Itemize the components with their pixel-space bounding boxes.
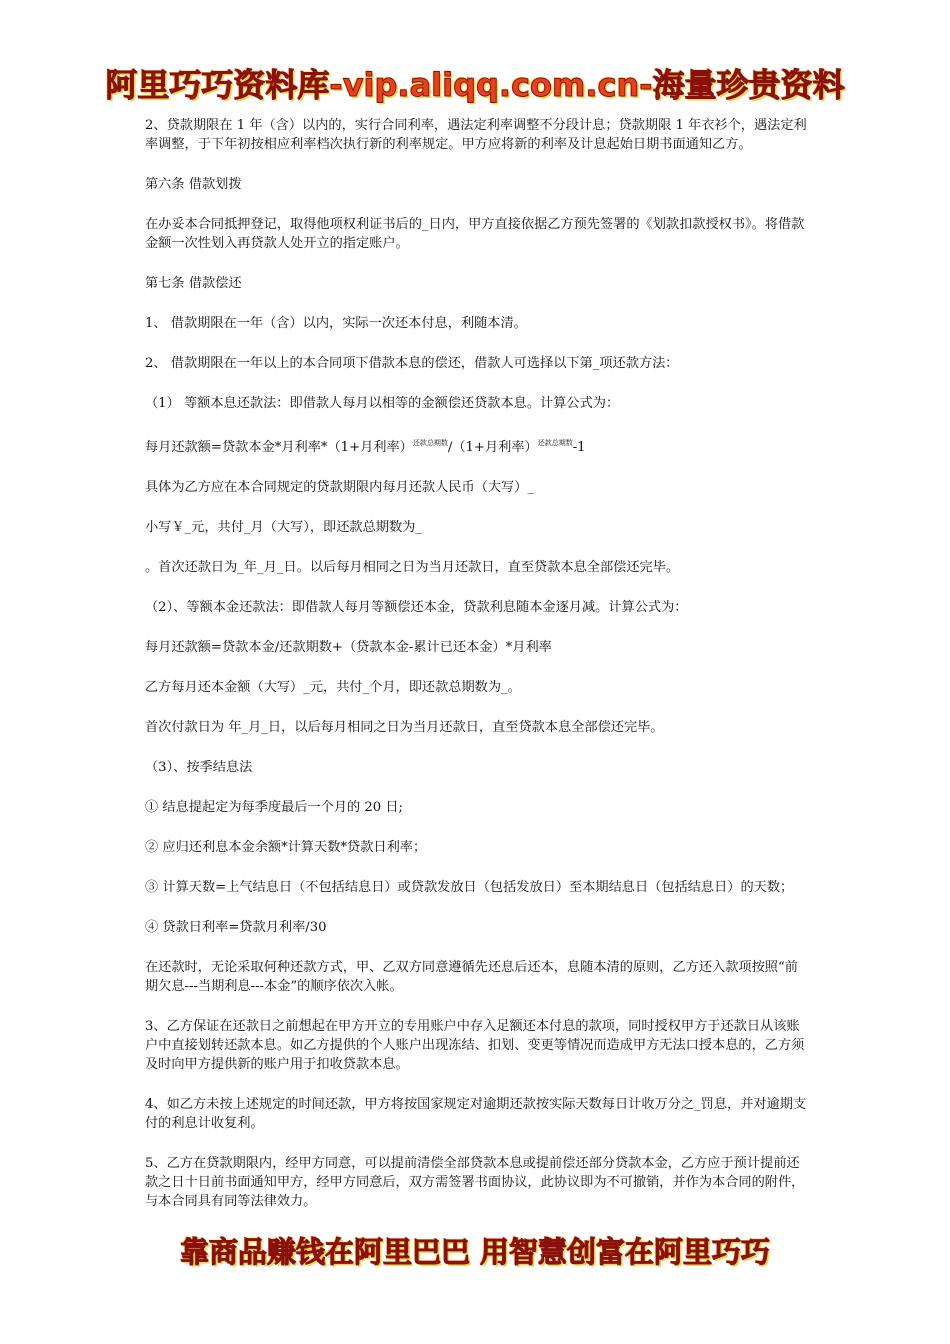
top-banner: 阿里巧巧资料库-vip.aliqq.com.cn-海量珍贵资料 [105,66,845,104]
document-body [145,116,810,1232]
paragraph-first-repay-date: 。首次还款日为_年_月_日。以后每月相同之日为当月还款日，直至贷款本息全部偿还完毕。 [145,560,680,575]
list-item-2: ② 应归还利息本金余额*计算天数*贷款日利率； [145,840,427,855]
paragraph-repay-2: 2、 借款期限在一年以上的本合同项下借款本息的偿还，借款人可选择以下第_项还款方法： [145,356,679,371]
list-item-1: ① 结息提起定为每季度最后一个月的 20 日; [145,800,403,815]
article-6-heading: 第六条 借款划拨 [145,177,242,192]
paragraph-clause-4: 4、如乙方未按上述规定的时间还款，甲方将按国家规定对逾期还款按实际天数每日计收万分之_罚息，并对逾期支付的利息计收复利。 [145,1097,807,1131]
paragraph-clause-5: 5、乙方在贷款期限内，经甲方同意，可以提前清偿全部贷款本息或提前偿还部分贷款本金，乙方应于预计提前还款之日十日前书面通知甲方，经甲方同意后，双方需签署书面协议，此协议即为不可撤销，并作为本合同的附件，与本合同具有同等法律效力。 [145,1156,805,1209]
list-item-4: ④ 贷款日利率=贷款月利率/30 [145,920,327,935]
paragraph-disbursement: 在办妥本合同抵押登记，取得他项权利证书后的_日内，甲方直接依据乙方预先签署的《划款扣款授权书》。将借款金额一次性划入再贷款人处开立的指定账户。 [145,217,805,251]
paragraph-method-1: （1） 等额本息还款法：即借款人每月以相等的金额偿还贷款本息。计算公式为： [145,396,620,411]
formula-equal-installment [145,434,810,457]
paragraph-repay-1: 1、 借款期限在一年（含）以内，实际一次还本付息，利随本清。 [145,316,527,331]
list-item-3: ③ 计算天数=上气结息日（不包括结息日）或贷款发放日（包括发放日）至本期结息日（包括结息日）的天数； [145,880,794,895]
paragraph-method-3: （3）、按季结息法 [145,760,253,775]
paragraph-first-payment-date: 首次付款日为 年_月_日，以后每月相同之日为当月还款日，直至贷款本息全部偿还完毕。 [145,720,664,735]
paragraph-method-2: （2）、等额本金还款法：即借款人每月等额偿还本金，贷款利息随本金逐月减。计算公式为： [145,600,688,615]
paragraph-small-amount: 小写￥_元，共付_月（大写），即还款总期数为_ [145,520,422,535]
formula-exponent-1: 还款总期数 [412,439,448,447]
paragraph-principal-amount: 乙方每月还本金额（大写）_元，共付_个月，即还款总期数为_。 [145,680,521,695]
formula-part-c: -1 [572,440,586,455]
paragraph-interest-rate: 2、贷款期限在 1 年（含）以内的，实行合同利率，遇法定利率调整不分段计息；贷款期限 1 年衣衫个，遇法定利率调整，于下年初按相应利率档次执行新的利率规定。甲方应将新的利率及计息起始日期书面通知乙方。 [145,118,807,152]
paragraph-clause-3: 3、乙方保证在还款日之前想起在甲方开立的专用账户中存入足额还本付息的款项，同时授权甲方于还款日从该账户中直接划转还款本息。如乙方提供的个人账户出现冻结、扣划、变更等情况而造成甲方无法口授本息的，乙方须及时向甲方提供新的账户用于扣收贷款本息。 [145,1019,805,1072]
article-7-heading: 第七条 借款偿还 [145,276,242,291]
formula-equal-principal: 每月还款额=贷款本金/还款期数+（贷款本金-累计已还本金）*月利率 [145,640,552,655]
paragraph-repayment-order: 在还款时，无论采取何种还款方式，甲、乙双方同意遵循先还息后还本，息随本清的原则，乙方还入款项按照“前期欠息---当期利息---本金”的顺序依次入帐。 [145,960,798,994]
paragraph-monthly-amount: 具体为乙方应在本合同规定的贷款期限内每月还款人民币（大写）_ [145,480,535,495]
bottom-banner: 靠商品赚钱在阿里巴巴 用智慧创富在阿里巧巧 [179,1235,771,1269]
formula-part-b: /（1+月利率） [447,440,538,455]
formula-part-a: 每月还款额=贷款本金*月利率*（1+月利率） [145,440,413,455]
formula-exponent-2: 还款总期数 [537,439,573,447]
